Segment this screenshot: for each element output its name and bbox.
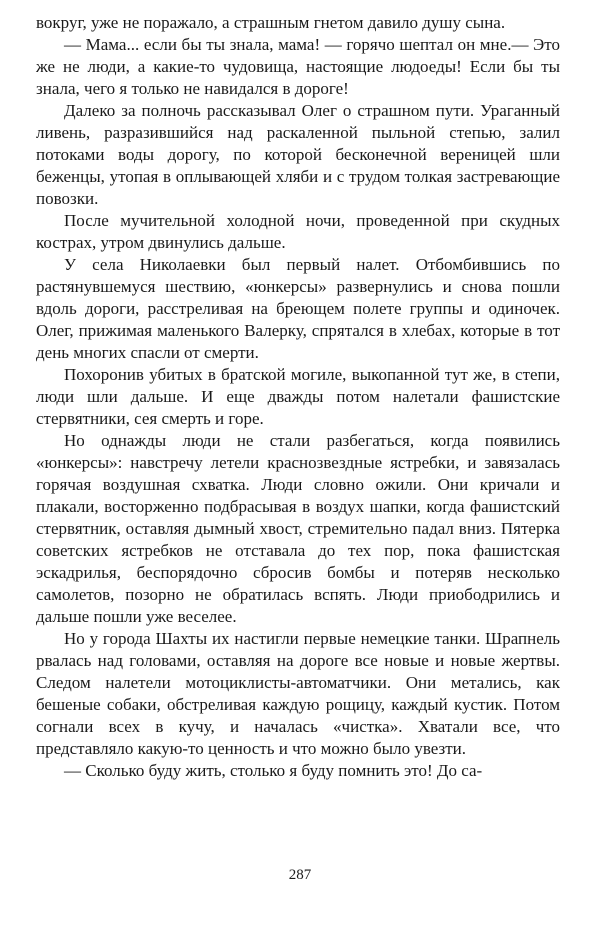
paragraph-dialogue-mama: — Мама... если бы ты знала, мама! — горячо шептал он мне.— Это же не люди, а какие-то чудовища, настоящие людоеды! Если бы ты знала, чего я только не навидался в дороге! xyxy=(36,35,560,98)
paragraph-air-battle: Но однажды люди не стали разбегаться, когда появились «юнкерсы»: навстречу летели краснозвездные ястребки, и завязалась горячая воздушная схватка. Люди словно ожили. Они кричали и плакали, восторженно подбрасывая в воздух шапки, когда фашистский стервятник, оставляя дымный хвост, стремительно падал вниз. Пятерка советских ястребков не отставала до тех пор, пока фашистская эскадрилья, беспорядочно сбросив бомбы и потеряв несколько самолетов, позорно не обратилась вспять. Люди приободрились и дальше пошли уже веселее. xyxy=(36,431,560,626)
paragraph-next-morning: После мучительной холодной ночи, проведенной при скудных кострах, утром двинулись дальше. xyxy=(36,211,560,252)
body-text xyxy=(36,12,560,782)
paragraph-shakhty-tanks: Но у города Шахты их настигли первые немецкие танки. Шрапнель рвалась над головами, оставляя на дороге все новые и новые жертвы. Следом налетели мотоциклисты-автоматчики. Они метались, как бешеные собаки, обстреливая каждую рощицу, каждый кустик. Потом согнали всех в кучу, и началась «чистка». Хватали все, что представляло какую-то ценность и что можно было увезти. xyxy=(36,629,560,758)
paragraph-final-dialogue: — Сколько буду жить, столько я буду помнить это! До са- xyxy=(64,761,483,780)
paragraph-first-raid: У села Николаевки был первый налет. Отбомбившись по растянувшемуся шествию, «юнкерсы» развернулись и снова пошли вдоль дороги, расстреливая на бреющем полете группы и одиночек. Олег, прижимая маленького Валерку, спрятался в хлебах, которые в тот день многих спасли от смерти. xyxy=(36,255,560,362)
paragraph-burial: Похоронив убитых в братской могиле, выкопанной тут же, в степи, люди шли дальше. И еще дважды потом налетали фашистские стервятники, сея смерть и горе. xyxy=(36,365,560,428)
paragraph-long-night-story: Далеко за полночь рассказывал Олег о страшном пути. Ураганный ливень, разразившийся над раскаленной пыльной степью, залил потоками воды дорогу, по которой бесконечной вереницей шли беженцы, утопая в оплывающей хляби и с трудом толкая застревающие повозки. xyxy=(36,101,560,208)
paragraph-continuation: вокруг, уже не поражало, а страшным гнетом давило душу сына. xyxy=(36,13,506,32)
page-number: 287 xyxy=(288,867,312,883)
